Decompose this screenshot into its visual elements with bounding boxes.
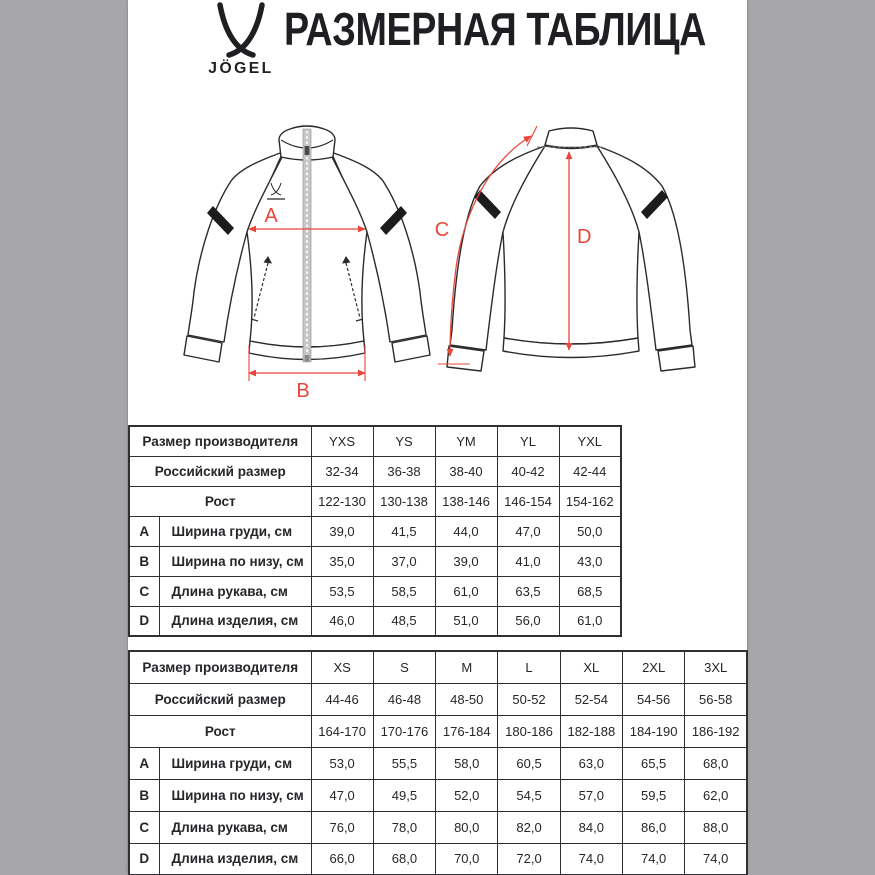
measure-letter-cell: C — [129, 811, 159, 843]
size-value-cell: 53,5 — [311, 576, 373, 606]
size-value-cell: 80,0 — [436, 811, 498, 843]
size-value-cell: 130-138 — [373, 486, 435, 516]
size-value-cell: 50,0 — [559, 516, 621, 546]
measure-letter-cell: A — [129, 516, 159, 546]
size-value-cell: 51,0 — [435, 606, 497, 636]
size-chart-sheet — [128, 0, 747, 875]
measure-letter-cell: D — [129, 843, 159, 875]
front-zipper — [303, 129, 311, 362]
size-value-cell: 72,0 — [498, 843, 560, 875]
size-value-cell: 46-48 — [373, 683, 435, 715]
size-value-cell: 84,0 — [560, 811, 622, 843]
size-value-cell: YS — [373, 426, 435, 456]
size-value-cell: 38-40 — [435, 456, 497, 486]
size-value-cell: 66,0 — [311, 843, 373, 875]
measure-row — [129, 843, 747, 875]
size-value-cell: 180-186 — [498, 715, 560, 747]
size-value-cell: 47,0 — [311, 779, 373, 811]
measure-row-label: Ширина груди, см — [159, 747, 311, 779]
size-value-cell: 3XL — [685, 651, 747, 683]
size-value-cell: 47,0 — [497, 516, 559, 546]
meta-row-label: Рост — [129, 715, 311, 747]
size-value-cell: 82,0 — [498, 811, 560, 843]
measure-letter-cell: C — [129, 576, 159, 606]
size-value-cell: 41,5 — [373, 516, 435, 546]
front-jacket-drawing — [184, 126, 430, 362]
size-value-cell: 154-162 — [559, 486, 621, 516]
size-value-cell: L — [498, 651, 560, 683]
meta-row-label: Размер производителя — [129, 426, 311, 456]
size-value-cell: 43,0 — [559, 546, 621, 576]
size-value-cell: 56,0 — [497, 606, 559, 636]
size-value-cell: 39,0 — [435, 546, 497, 576]
size-value-cell: 58,5 — [373, 576, 435, 606]
size-value-cell: YXL — [559, 426, 621, 456]
size-value-cell: 52-54 — [560, 683, 622, 715]
size-meta-row — [129, 683, 747, 715]
size-value-cell: 46,0 — [311, 606, 373, 636]
measure-row — [129, 811, 747, 843]
size-value-cell: 70,0 — [436, 843, 498, 875]
size-value-cell: 2XL — [622, 651, 684, 683]
measure-row — [129, 576, 621, 606]
size-value-cell: 146-154 — [497, 486, 559, 516]
measure-row — [129, 606, 621, 636]
measure-row — [129, 516, 621, 546]
size-meta-row — [129, 456, 621, 486]
size-value-cell: S — [373, 651, 435, 683]
size-value-cell: 170-176 — [373, 715, 435, 747]
measure-letter-cell: B — [129, 779, 159, 811]
size-value-cell: 42-44 — [559, 456, 621, 486]
size-value-cell: 68,0 — [373, 843, 435, 875]
size-value-cell: 39,0 — [311, 516, 373, 546]
measure-label-b: B — [296, 380, 310, 402]
size-value-cell: 88,0 — [685, 811, 747, 843]
size-value-cell: 176-184 — [436, 715, 498, 747]
measure-label-c: C — [434, 219, 450, 241]
size-value-cell: 138-146 — [435, 486, 497, 516]
size-value-cell: 60,5 — [498, 747, 560, 779]
size-value-cell: M — [436, 651, 498, 683]
size-value-cell: 50-52 — [498, 683, 560, 715]
size-value-cell: 57,0 — [560, 779, 622, 811]
size-value-cell: 78,0 — [373, 811, 435, 843]
size-value-cell: 32-34 — [311, 456, 373, 486]
measure-letter-cell: B — [129, 546, 159, 576]
measure-row-label: Ширина по низу, см — [159, 546, 311, 576]
size-value-cell: 44,0 — [435, 516, 497, 546]
size-value-cell: 74,0 — [622, 843, 684, 875]
size-table-adult — [128, 650, 748, 875]
measure-letter-cell: D — [129, 606, 159, 636]
measure-row-label: Длина рукава, см — [159, 576, 311, 606]
size-value-cell: 55,5 — [373, 747, 435, 779]
size-value-cell: 54-56 — [622, 683, 684, 715]
size-value-cell: 76,0 — [311, 811, 373, 843]
size-value-cell: YM — [435, 426, 497, 456]
size-value-cell: 186-192 — [685, 715, 747, 747]
size-value-cell: 44-46 — [311, 683, 373, 715]
measure-row-label: Длина рукава, см — [159, 811, 311, 843]
measure-letter-cell: A — [129, 747, 159, 779]
measure-label-d: D — [577, 226, 592, 248]
brand-logo — [186, 2, 296, 78]
size-value-cell: 56-58 — [685, 683, 747, 715]
size-value-cell: 68,0 — [685, 747, 747, 779]
size-value-cell: 59,5 — [622, 779, 684, 811]
size-value-cell: 36-38 — [373, 456, 435, 486]
size-value-cell: 164-170 — [311, 715, 373, 747]
size-value-cell: YXS — [311, 426, 373, 456]
size-value-cell: 184-190 — [622, 715, 684, 747]
size-value-cell: 53,0 — [311, 747, 373, 779]
size-value-cell: 35,0 — [311, 546, 373, 576]
measure-label-a: A — [264, 205, 278, 227]
measure-row-label: Ширина груди, см — [159, 516, 311, 546]
measure-row-label: Ширина по низу, см — [159, 779, 311, 811]
meta-row-label: Рост — [129, 486, 311, 516]
measure-row — [129, 779, 747, 811]
size-value-cell: 62,0 — [685, 779, 747, 811]
measure-row — [129, 546, 621, 576]
size-value-cell: 86,0 — [622, 811, 684, 843]
size-value-cell: 40-42 — [497, 456, 559, 486]
size-value-cell: 58,0 — [436, 747, 498, 779]
size-value-cell: 63,0 — [560, 747, 622, 779]
size-value-cell: 37,0 — [373, 546, 435, 576]
size-value-cell: 122-130 — [311, 486, 373, 516]
size-value-cell: 49,5 — [373, 779, 435, 811]
brand-wordmark: JÖGEL — [208, 60, 274, 77]
meta-row-label: Размер производителя — [129, 651, 311, 683]
meta-row-label: Российский размер — [129, 683, 311, 715]
size-meta-row — [129, 426, 621, 456]
measure-row-label: Длина изделия, см — [159, 606, 311, 636]
size-value-cell: 54,5 — [498, 779, 560, 811]
size-value-cell: 65,5 — [622, 747, 684, 779]
size-value-cell: XS — [311, 651, 373, 683]
size-value-cell: 41,0 — [497, 546, 559, 576]
size-meta-row — [129, 651, 747, 683]
size-value-cell: XL — [560, 651, 622, 683]
size-value-cell: 48,5 — [373, 606, 435, 636]
measure-row — [129, 747, 747, 779]
size-value-cell: 63,5 — [497, 576, 559, 606]
size-value-cell: 61,0 — [435, 576, 497, 606]
size-value-cell: 74,0 — [560, 843, 622, 875]
jacket-diagram — [128, 85, 747, 417]
size-value-cell: 61,0 — [559, 606, 621, 636]
meta-row-label: Российский размер — [129, 456, 311, 486]
size-value-cell: 68,5 — [559, 576, 621, 606]
size-value-cell: YL — [497, 426, 559, 456]
brand-logo-icon — [209, 2, 273, 59]
size-table-youth — [128, 425, 622, 637]
page-title: РАЗМЕРНАЯ ТАБЛИЦА — [284, 3, 707, 55]
size-value-cell: 74,0 — [685, 843, 747, 875]
size-value-cell: 48-50 — [436, 683, 498, 715]
size-value-cell: 52,0 — [436, 779, 498, 811]
size-meta-row — [129, 486, 621, 516]
size-value-cell: 182-188 — [560, 715, 622, 747]
size-meta-row — [129, 715, 747, 747]
measure-row-label: Длина изделия, см — [159, 843, 311, 875]
back-jacket-drawing — [447, 128, 695, 371]
